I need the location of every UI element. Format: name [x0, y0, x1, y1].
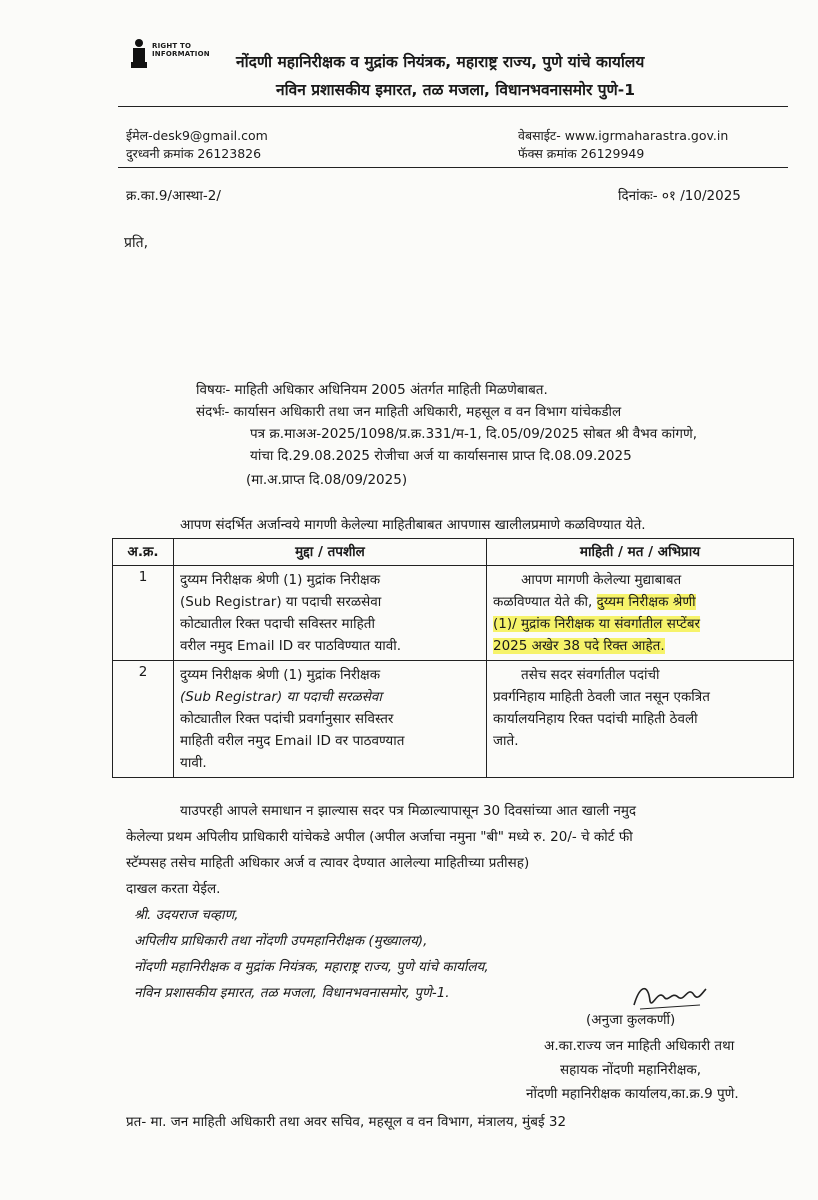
- detail-line: वरील नमुद Email ID वर पाठविण्यात यावी.: [180, 638, 402, 654]
- detail-line: (Sub Registrar) या पदाची सरळसेवा: [180, 594, 382, 610]
- highlighted-text: (1)/ मुद्रांक निरीक्षक या संवर्गातील सप्टेंबर: [493, 616, 701, 632]
- appeal-line-3: स्टॅम्पसह तसेच माहिती अधिकार अर्ज व त्यावर देण्यात आलेल्या माहितीच्या प्रतीसह): [126, 855, 530, 871]
- row-number: 2: [113, 661, 174, 778]
- rti-logo-text: RIGHT TO INFORMATION: [152, 42, 210, 58]
- rti-logo: [128, 38, 210, 72]
- signatory-designation: अ.का.राज्य जन माहिती अधिकारी तथा: [544, 1038, 735, 1054]
- signatory-office: नोंदणी महानिरीक्षक कार्यालय,का.क्र.9 पुणे.: [526, 1086, 739, 1102]
- row-detail: [174, 566, 487, 661]
- detail-line: कोट्यातील रिक्त पदांची प्रवर्गानुसार सविस्तर: [180, 711, 394, 727]
- copy-to: प्रत- मा. जन माहिती अधिकारी तथा अवर सचिव, महसूल व वन विभाग, मंत्रालय, मुंबई 32: [126, 1114, 567, 1130]
- highlighted-text: दुय्यम निरीक्षक श्रेणी: [596, 594, 696, 610]
- reply-line: आपण मागणी केलेल्या मुद्याबाबत: [521, 572, 682, 588]
- appellate-line: अपिलीय प्राधिकारी तथा नोंदणी उपमहानिरीक्षक (मुख्यालय),: [134, 933, 428, 949]
- reference-number: क्र.का.9/आस्था-2/: [126, 188, 221, 204]
- reply-line: [493, 613, 787, 635]
- contact-website: वेबसाईट- www.igrmaharastra.gov.in: [518, 128, 729, 143]
- reply-line: [493, 591, 787, 613]
- detail-line: (Sub Registrar) या पदाची सरळसेवा: [180, 689, 382, 705]
- reply-text: कळविण्यात येते की,: [493, 594, 593, 610]
- appeal-line-4: दाखल करता येईल.: [126, 881, 221, 897]
- office-address: नविन प्रशासकीय इमारत, तळ मजला, विधानभवनासमोर पुणे-1: [276, 81, 635, 99]
- signatory-name: (अनुजा कुलकर्णी): [586, 1012, 676, 1028]
- header-rule: [118, 106, 788, 107]
- detail-line: दुय्यम निरीक्षक श्रेणी (1) मुद्रांक निरीक्षक: [180, 667, 381, 683]
- reply-line: [493, 635, 787, 657]
- rti-reply-table: [112, 538, 794, 778]
- intro-paragraph: आपण संदर्भित अर्जान्वये मागणी केलेल्या माहितीबाबत आपणास खालीलप्रमाणे कळविण्यात येते.: [180, 517, 646, 533]
- table-header: मुद्दा / तपशील: [174, 539, 487, 566]
- table-row: [113, 661, 794, 778]
- contact-rule: [118, 167, 788, 168]
- addressee: प्रति,: [124, 235, 149, 251]
- appellate-line: नोंदणी महानिरीक्षक व मुद्रांक नियंत्रक, महाराष्ट्र राज्य, पुणे यांचे कार्यालय,: [134, 959, 489, 975]
- reply-line: तसेच सदर संवर्गातील पदांची: [521, 667, 660, 683]
- signatory-designation: सहायक नोंदणी महानिरीक्षक,: [560, 1062, 702, 1078]
- appeal-line-2: केलेल्या प्रथम अपिलीय प्राधिकारी यांचेकडे अपील (अपील अर्जाचा नमुना "बी" मध्ये रु. 20/- चे कोर्ट फी: [126, 829, 633, 845]
- row-reply: [487, 566, 794, 661]
- subject-line: विषयः- माहिती अधिकार अधिनियम 2005 अंतर्गत माहिती मिळणेबाबत.: [196, 382, 548, 398]
- reply-line: कार्यालयनिहाय रिक्त पदांची माहिती ठेवली: [493, 711, 698, 727]
- table-header: माहिती / मत / अभिप्राय: [487, 539, 794, 566]
- detail-line: दुय्यम निरीक्षक श्रेणी (1) मुद्रांक निरीक्षक: [180, 572, 381, 588]
- reply-line: प्रवर्गनिहाय माहिती ठेवली जात नसून एकत्रित: [493, 689, 710, 705]
- rti-figure-icon: [128, 38, 150, 70]
- office-title: नोंदणी महानिरीक्षक व मुद्रांक नियंत्रक, महाराष्ट्र राज्य, पुणे यांचे कार्यालय: [236, 53, 645, 71]
- row-detail: [174, 661, 487, 778]
- contact-phone: दुरध्वनी क्रमांक 26123826: [126, 146, 262, 161]
- detail-line: यावी.: [180, 755, 207, 771]
- row-reply: [487, 661, 794, 778]
- letter-date: दिनांकः- ०१ /10/2025: [618, 188, 741, 204]
- contact-email: ईमेल-desk9@gmail.com: [126, 128, 268, 143]
- reference-line-2: पत्र क्र.माअअ-2025/1098/प्र.क्र.331/म-1, दि.05/09/2025 सोबत श्री वैभव कांगणे,: [250, 426, 698, 442]
- reference-line-1: संदर्भः- कार्यासन अधिकारी तथा जन माहिती अधिकारी, महसूल व वन विभाग यांचेकडील: [196, 404, 622, 420]
- reference-line-3: यांचा दि.29.08.2025 रोजीचा अर्ज या कार्यासनास प्राप्त दि.08.09.2025: [250, 448, 632, 464]
- row-number: 1: [113, 566, 174, 661]
- reference-line-4: (मा.अ.प्राप्त दि.08/09/2025): [246, 472, 408, 488]
- contact-fax: फॅक्स क्रमांक 26129949: [518, 146, 645, 161]
- detail-line: कोट्यातील रिक्त पदाची सविस्तर माहिती: [180, 616, 375, 632]
- highlighted-text: 2025 अखेर 38 पदे रिक्त आहेत.: [493, 638, 665, 654]
- reply-line: जाते.: [493, 733, 519, 749]
- handwritten-signature: [630, 975, 710, 1015]
- appellate-name: श्री. उदयराज चव्हाण,: [134, 907, 239, 923]
- appeal-line-1: याउपरही आपले समाधान न झाल्यास सदर पत्र मिळाल्यापासून 30 दिवसांच्या आत खाली नमुद: [180, 803, 637, 819]
- table-header-row: [113, 539, 794, 566]
- appellate-line: नविन प्रशासकीय इमारत, तळ मजला, विधानभवनासमोर, पुणे-1.: [134, 985, 450, 1001]
- table-header: अ.क्र.: [113, 539, 174, 566]
- detail-line: माहिती वरील नमुद Email ID वर पाठवण्यात: [180, 733, 405, 749]
- table-row: [113, 566, 794, 661]
